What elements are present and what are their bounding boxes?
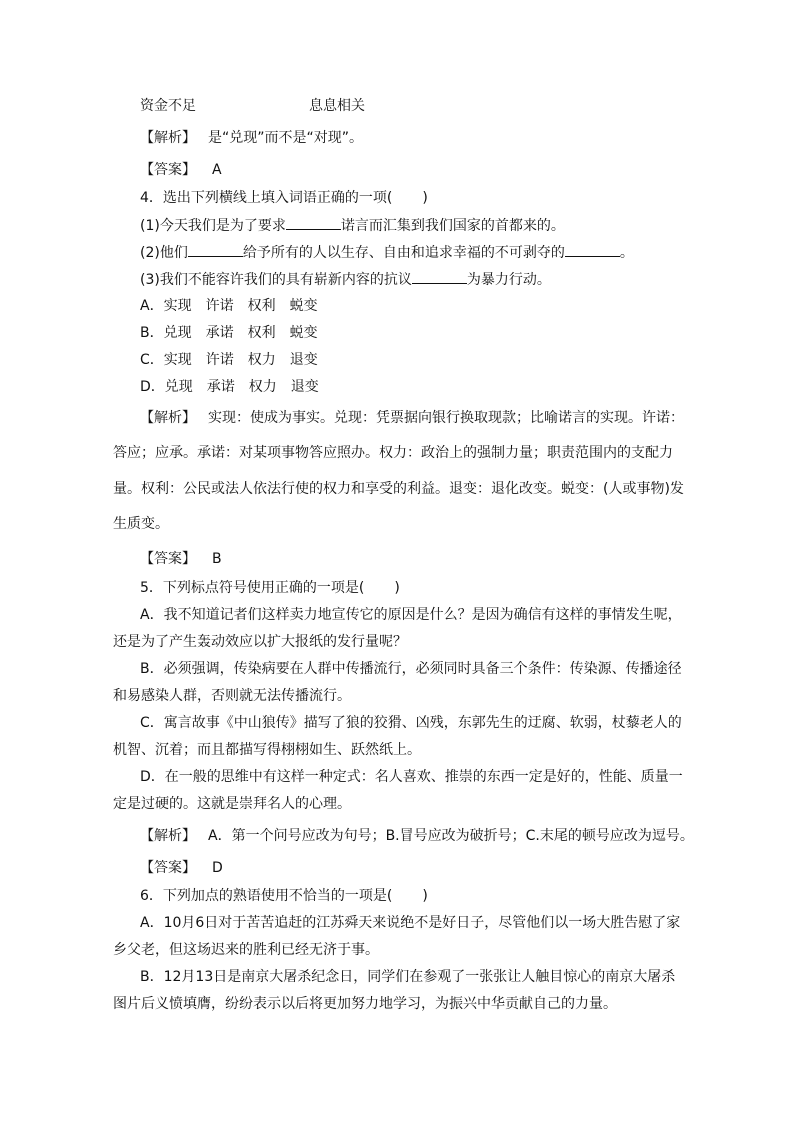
answer-label: 【答案】: [140, 551, 196, 567]
q6-option-a-line-1: A．10月6日对于苦苦追赶的江苏舜天来说绝不是好日子，尽管他们以一场大胜告慰了家: [140, 915, 681, 931]
top-left-phrase: 资金不足: [140, 98, 196, 114]
q6-option-b-line-1: B．12月13日是南京大屠杀纪念日，同学们在参观了一张张让人触目惊心的南京大屠杀: [140, 969, 676, 985]
q5-explain-text: A．第一个问号应改为句号；B.冒号应改为破折号；C.末尾的顿号应改为逗号。: [208, 828, 694, 844]
q5-answer: [140, 858, 223, 878]
explain-label: 【解析】: [140, 410, 196, 426]
q5-option-b-line-1: B．必须强调，传染病要在人群中传播流行，必须同时具备三个条件：传染源、传播途径: [140, 661, 682, 677]
q4-s3-part-a: (3)我们不能容许我们的具有崭新内容的抗议: [140, 272, 412, 288]
explain-label: 【解析】: [140, 130, 196, 146]
q5-option-d-line-1: D．在一般的思维中有这样一种定式：名人喜欢、推崇的东西一定是好的，性能、质量一: [140, 769, 683, 785]
q4-sentence-3: [140, 269, 551, 290]
fill-blank: [412, 269, 467, 284]
answer-label: 【答案】: [140, 162, 196, 178]
q4-sentence-1: [140, 215, 565, 236]
fill-blank: [188, 242, 243, 257]
q5-option-c-line-2: 机智、沉着；而且都描写得栩栩如生、跃然纸上。: [113, 742, 421, 758]
q4-explanation-line-1: [140, 408, 684, 428]
q5-option-a-line-2: 还是为了产生轰动效应以扩大报纸的发行量呢？: [113, 634, 407, 650]
q4-option-c: C．实现 许诺 权力 退变: [140, 352, 318, 368]
q3-answer-value: A: [212, 162, 222, 178]
q5-stem: [140, 578, 400, 598]
q4-option-b: B．兑现 承诺 权利 蜕变: [140, 325, 318, 341]
q5-stem-text: 5．下列标点符号使用正确的一项是(: [140, 580, 365, 596]
q5-answer-value: D: [212, 860, 223, 876]
q5-stem-end: ): [394, 580, 400, 596]
q4-option-d: D．兑现 承诺 权力 退变: [140, 379, 319, 395]
q4-s1-part-a: (1)今天我们是为了要求: [140, 218, 286, 234]
q5-option-a-line-1: A．我不知道记者们这样卖力地宣传它的原因是什么？是因为确信有这样的事情发生呢，: [140, 607, 682, 623]
q6-option-a-line-2: 乡父老，但这场迟来的胜利已经无济于事。: [113, 942, 379, 958]
fill-blank: [286, 215, 341, 230]
q4-option-a: A．实现 许诺 权利 蜕变: [140, 298, 318, 314]
q4-sentence-2: [140, 242, 634, 263]
q4-stem-end: ): [422, 190, 428, 206]
q6-stem-end: ): [422, 888, 428, 904]
q5-option-c-line-1: C．寓言故事《中山狼传》描写了狼的狡猾、凶残，东郭先生的迂腐、软弱，杖藜老人的: [140, 715, 682, 731]
q6-option-b-line-2: 图片后义愤填膺，纷纷表示以后将更加努力地学习，为振兴中华贡献自己的力量。: [113, 996, 617, 1012]
top-right-phrase: 息息相关: [309, 98, 365, 114]
q4-explain-1: 实现：使成为事实。兑现：凭票据向银行换取现款；比喻诺言的实现。许诺：: [208, 410, 684, 426]
q4-explanation-line-3: 量。权利：公民或法人依法行使的权力和享受的利益。退变：退化改变。蜕变：(人或事物)发: [113, 481, 684, 497]
q4-answer-value: B: [212, 551, 222, 567]
q4-s3-part-b: 为暴力行动。: [466, 272, 551, 288]
answer-label: 【答案】: [140, 860, 196, 876]
explain-label: 【解析】: [140, 828, 196, 844]
q4-s2-part-b: 给予所有的人以生存、自由和追求幸福的不可剥夺的: [242, 245, 565, 261]
q4-s1-part-b: 诺言而汇集到我们国家的首都来的。: [340, 218, 565, 234]
q5-explanation: [140, 826, 694, 846]
q3-answer: [140, 160, 222, 180]
q5-option-b-line-2: 和易感染人群，否则就无法传播流行。: [113, 688, 351, 704]
fill-blank: [565, 242, 620, 257]
q6-stem-text: 6．下列加点的熟语使用不恰当的一项是(: [140, 888, 393, 904]
q4-stem: [140, 188, 428, 208]
q5-option-d-line-2: 定是过硬的。这就是崇拜名人的心理。: [113, 796, 351, 812]
q3-explain-text: 是“兑现”而不是“对现”。: [208, 130, 364, 146]
q4-explanation-line-4: 生质变。: [113, 516, 169, 532]
q4-explanation-line-2: 答应；应承。承诺：对某项事物答应照办。权力：政治上的强制力量；职责范围内的支配力: [113, 445, 673, 461]
q4-answer: [140, 549, 222, 569]
q4-s2-part-c: 。: [619, 245, 634, 261]
q3-explanation: [140, 128, 363, 148]
q4-s2-part-a: (2)他们: [140, 245, 188, 261]
q4-stem-text: 4．选出下列横线上填入词语正确的一项(: [140, 190, 393, 206]
q6-stem: [140, 886, 428, 906]
